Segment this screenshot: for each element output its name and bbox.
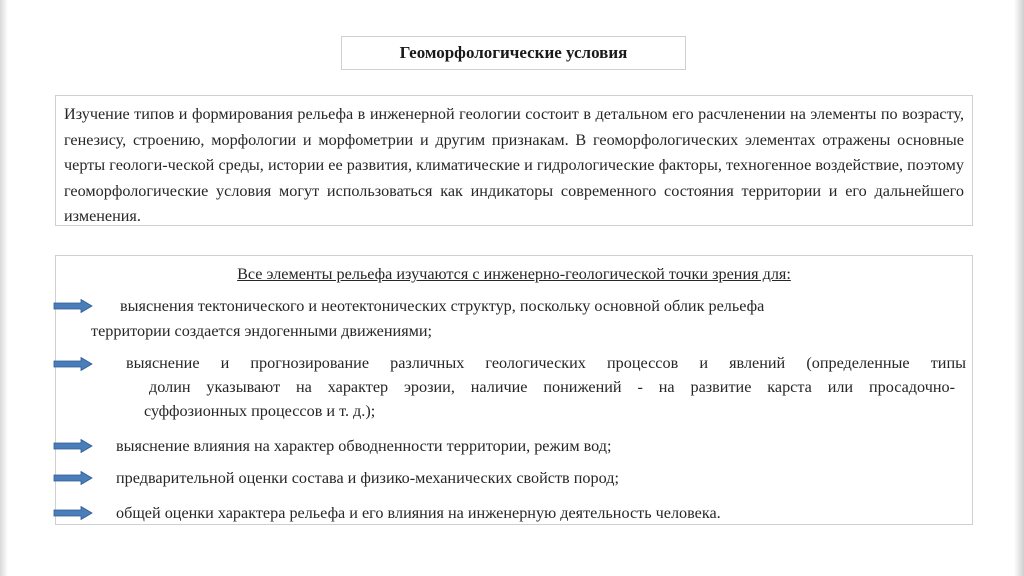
slide-title-text: Геоморфологические условия — [399, 43, 628, 62]
right-arrow-icon — [53, 299, 93, 313]
list-item-line: долин указывают на характер эрозии, наличие понижений - на развитие карста или просадочно- — [149, 378, 955, 396]
list-item-line: выяснение влияния на характер обводненности территории, режим вод; — [116, 437, 612, 455]
list-item-line: общей оценки характера рельефа и его влияния на инженерную деятельность человека. — [116, 504, 721, 522]
list-heading: Все элементы рельефа изучаются с инженерно-геологической точки зрения для: — [237, 265, 791, 283]
right-arrow-icon — [53, 506, 93, 520]
right-arrow-icon — [53, 357, 93, 371]
right-arrow-icon — [53, 439, 93, 453]
list-item-line: территории создается эндогенными движениями; — [91, 322, 433, 340]
intro-paragraph: Изучение типов и формирования рельефа в инженерной геологии состоит в детальном его расчленении на элементы по возрасту, генезису, строению, морфологии и морфометрии и другим признакам. В геоморфологических элементах отражены основные черты геологи-ческой среды, истории ее развития, климатические и гидрологические факторы, техногенное воздействие, поэтому геоморфологические условия могут использоваться как индикаторы современного состояния территории и его дальнейшего изменения. — [64, 105, 964, 225]
list-item-line: выяснения тектонического и неотектонических структур, поскольку основной облик рельефа — [120, 297, 765, 315]
slide-title — [341, 36, 686, 70]
list-item-line: суффозионных процессов и т. д.); — [144, 402, 376, 420]
intro-paragraph-box — [55, 95, 973, 226]
list-item-line: предварительной оценки состава и физико-механических свойств пород; — [116, 469, 619, 487]
slide-left-edge — [0, 0, 8, 576]
right-arrow-icon — [53, 471, 93, 485]
list-item-line: выяснение и прогнозирование различных геологических процессов и явлений (определенные типы — [126, 354, 966, 372]
purposes-list-box — [55, 255, 973, 525]
slide-right-edge — [1014, 0, 1024, 576]
